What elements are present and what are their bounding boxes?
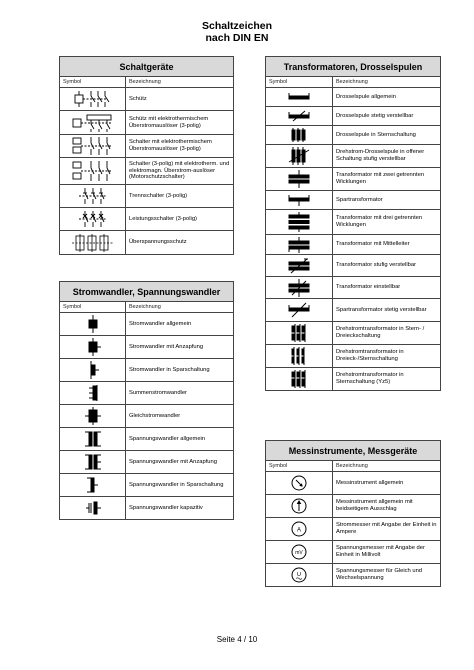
row-label: Spartransformator (333, 191, 441, 210)
table-row (60, 382, 234, 405)
table-row (266, 299, 441, 322)
row-label: Spannungswandler allgemein (126, 428, 234, 451)
title-line-1: Schaltzeichen (201, 20, 273, 32)
column-header-symbol: Symbol (266, 461, 333, 472)
row-label: Transformator mit drei getrennten Wicklungen (333, 210, 441, 235)
transformer-center-tap-icon (286, 237, 312, 253)
row-label: Leistungsschalter (3-polig) (126, 208, 234, 231)
transformer-adjustable-icon (286, 279, 312, 297)
row-label: Trennschalter (3-polig) (126, 185, 234, 208)
column-header-description: Bezeichnung (333, 461, 441, 472)
row-label: Drosselspule allgemein (333, 88, 441, 107)
table-row (60, 158, 234, 185)
switch-overcurrent-icon (71, 136, 115, 156)
table-row (266, 518, 441, 541)
threephase-reactor-icon (286, 147, 312, 165)
circuit-breaker-icon (75, 210, 111, 228)
threephase-transformer-star-delta-icon (286, 324, 312, 342)
table-row (266, 368, 441, 391)
row-label: Schalter mit elektrothermischem Überstromauslöser (3-polig) (126, 135, 234, 158)
current-transformer-economy-icon (83, 361, 103, 379)
row-label: Strommesser mit Angabe der Einheit in Ampere (333, 518, 441, 541)
table-row (60, 313, 234, 336)
row-label: Drehstromtransformator in Sternschaltung (Yz5) (333, 368, 441, 391)
motor-protection-switch-icon (71, 160, 115, 182)
row-label: Drehstrom-Drosselspule in offener Schaltung stufig verstellbar (333, 145, 441, 168)
table-row (60, 497, 234, 520)
row-label: Überspannungsschutz (126, 231, 234, 255)
row-label: Spannungswandler kapazitiv (126, 497, 234, 520)
transformer-stepped-icon (286, 257, 312, 275)
column-header-symbol: Symbol (60, 77, 126, 88)
table-row (266, 472, 441, 495)
table-schaltgeraete (59, 56, 234, 255)
table-row (60, 135, 234, 158)
row-label: Transformator mit zwei getrennten Wicklungen (333, 168, 441, 191)
table-row (60, 428, 234, 451)
reactor-star-icon (286, 128, 312, 142)
table-row (266, 191, 441, 210)
table-row (266, 255, 441, 277)
page-footer: Seite 4 / 10 (216, 635, 258, 644)
table-row (266, 495, 441, 518)
table-row (60, 88, 234, 111)
table-row (266, 168, 441, 191)
column-header-description: Bezeichnung (333, 77, 441, 88)
row-label: Stromwandler mit Anzapfung (126, 336, 234, 359)
table-stromwandler (59, 281, 234, 520)
threephase-transformer-star-zigzag-icon (286, 370, 312, 388)
table-row (266, 145, 441, 168)
surge-protection-icon (70, 233, 116, 253)
row-label: Transformator einstellbar (333, 277, 441, 299)
column-header-description: Bezeichnung (126, 77, 234, 88)
page-title (0, 20, 474, 44)
row-label: Spannungswandler in Sparschaltung (126, 474, 234, 497)
table-row (60, 359, 234, 382)
threephase-transformer-delta-star-icon (286, 347, 312, 365)
millivoltmeter-icon (290, 543, 308, 561)
autotransformer-icon (286, 193, 312, 207)
dc-current-transformer-icon (83, 407, 103, 425)
table-row (60, 405, 234, 428)
row-label: Schütz mit elektrothermischem Überstromauslöser (3-polig) (126, 111, 234, 135)
table-row (60, 111, 234, 135)
voltage-transformer-tap-icon (83, 453, 103, 471)
row-label: Schütz (126, 88, 234, 111)
table-row (60, 336, 234, 359)
capacitive-voltage-transformer-icon (83, 499, 103, 517)
table-row (266, 345, 441, 368)
row-label: Stromwandler in Sparschaltung (126, 359, 234, 382)
section-title: Transformatoren, Drosselspulen (266, 57, 441, 77)
row-label: Spannungsmesser für Gleich und Wechselspannung (333, 564, 441, 587)
table-row (266, 210, 441, 235)
row-label: Messinstrument allgemein mit beidseitigem Ausschlag (333, 495, 441, 518)
row-label: Spartransformator stetig verstellbar (333, 299, 441, 322)
section-title: Stromwandler, Spannungswandler (60, 282, 234, 302)
row-label: Drosselspule in Sternschaltung (333, 126, 441, 145)
table-transformatoren (265, 56, 441, 391)
contactor-icon (73, 90, 113, 108)
table-row (266, 126, 441, 145)
transformer-two-windings-icon (286, 170, 312, 188)
section-title: Schaltgeräte (60, 57, 234, 77)
contactor-overcurrent-icon (71, 113, 115, 133)
column-header-symbol: Symbol (60, 302, 126, 313)
row-label: Drehstromtransformator in Dreieck-/Sternschaltung (333, 345, 441, 368)
meter-glyph: U (297, 572, 301, 578)
row-label: Stromwandler allgemein (126, 313, 234, 336)
current-transformer-icon (83, 315, 103, 333)
section-title: Messinstrumente, Messgeräte (266, 441, 441, 461)
column-header-description: Bezeichnung (126, 302, 234, 313)
table-row (266, 107, 441, 126)
reactor-icon (286, 90, 312, 104)
table-row (266, 277, 441, 299)
row-label: Transformator stufig verstellbar (333, 255, 441, 277)
row-label: Transformator mit Mittelleiter (333, 235, 441, 255)
autotransformer-adjustable-icon (286, 301, 312, 319)
row-label: Drosselspule stetig verstellbar (333, 107, 441, 126)
table-row (266, 88, 441, 107)
row-label: Spannungsmesser mit Angabe der Einheit in Millivolt (333, 541, 441, 564)
row-label: Gleichstromwandler (126, 405, 234, 428)
summation-current-transformer-icon (83, 384, 103, 402)
table-messinstrumente (265, 440, 441, 587)
column-header-symbol: Symbol (266, 77, 333, 88)
ammeter-icon (290, 520, 308, 538)
table-row (60, 185, 234, 208)
meter-glyph: mV (295, 550, 303, 556)
table-row (266, 322, 441, 345)
table-row (60, 474, 234, 497)
table-row (266, 541, 441, 564)
table-row (60, 231, 234, 255)
disconnector-icon (75, 187, 111, 205)
meter-bidirectional-icon (290, 497, 308, 515)
table-row (60, 451, 234, 474)
row-label: Schalter (3-polig) mit elektrotherm. und elektromagn. Überstrom-auslöser (Motorschutzschalter) (126, 158, 234, 185)
row-label: Summenstromwandler (126, 382, 234, 405)
row-label: Drehstromtransformator in Stern- / Dreieckschaltung (333, 322, 441, 345)
reactor-adjustable-icon (286, 109, 312, 123)
row-label: Spannungswandler mit Anzapfung (126, 451, 234, 474)
title-line-2: nach DIN EN (205, 32, 269, 44)
meter-icon (290, 474, 308, 492)
meter-glyph: A (296, 527, 302, 534)
voltmeter-ac-dc-icon (290, 566, 308, 584)
table-row (60, 208, 234, 231)
table-row (266, 235, 441, 255)
row-label: Messinstrument allgemein (333, 472, 441, 495)
table-row (266, 564, 441, 587)
current-transformer-tap-icon (83, 338, 103, 356)
transformer-three-windings-icon (286, 212, 312, 232)
voltage-transformer-icon (83, 430, 103, 448)
voltage-transformer-economy-icon (83, 476, 103, 494)
